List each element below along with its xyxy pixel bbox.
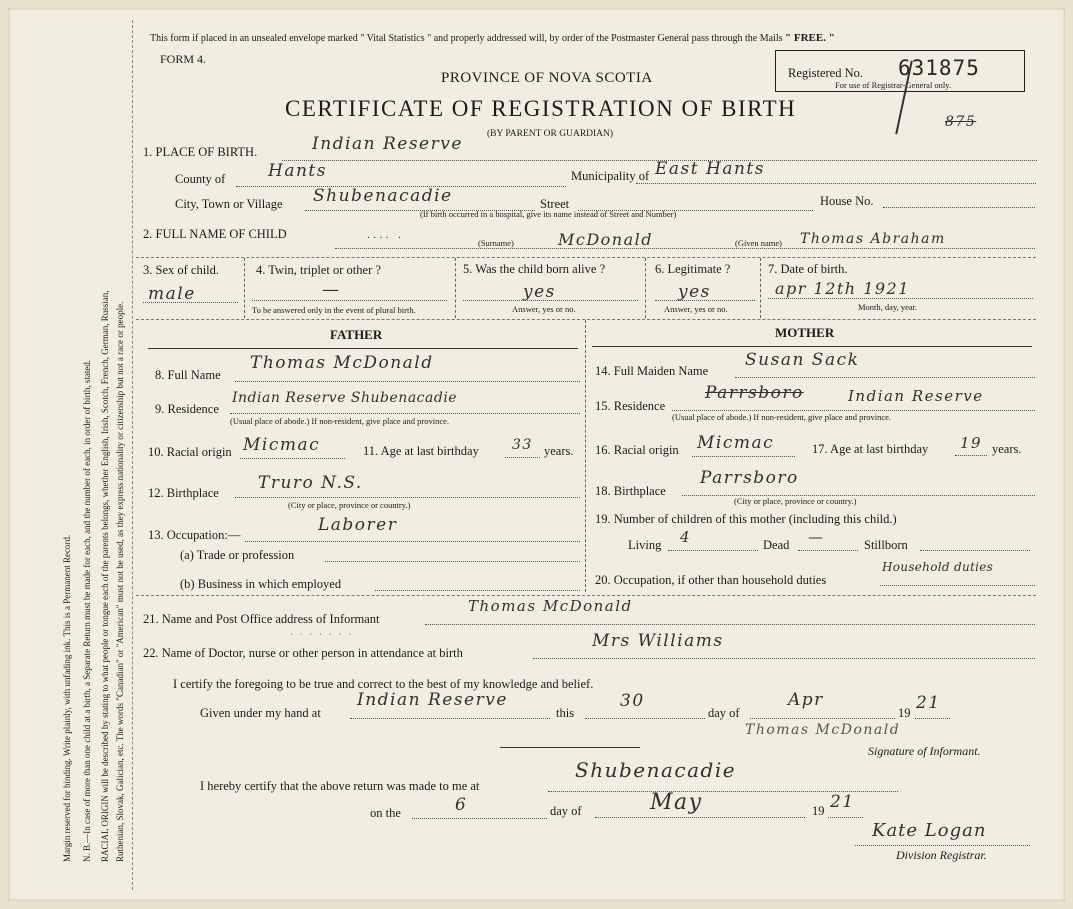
given-name-label: (Given name) <box>735 238 782 248</box>
father-name-value: Thomas McDonald <box>250 353 434 373</box>
mother-residence-value: Indian Reserve <box>848 387 984 405</box>
house-number-label: House No. <box>820 194 874 208</box>
mother-birthplace-note: (City or place, province or country.) <box>734 496 857 506</box>
father-birthplace-label: 12. Birthplace <box>148 486 219 500</box>
division-registrar-caption: Division Registrar. <box>896 848 987 862</box>
mother-name-label: 14. Full Maiden Name <box>595 364 709 378</box>
living-line <box>668 550 758 551</box>
doctor-value: Mrs Williams <box>592 631 724 651</box>
father-occupation-label: 13. Occupation:— <box>148 528 241 542</box>
registrar-general-note: For use of Registrar-General only. <box>835 80 952 90</box>
mother-residence-struck <box>705 383 804 403</box>
legitimate-label: 6. Legitimate ? <box>655 262 731 276</box>
city-label: City, Town or Village <box>175 197 283 211</box>
house-number-line <box>883 207 1035 208</box>
dead-label: Dead <box>763 538 790 552</box>
registrar-day-line <box>412 818 547 819</box>
side-note-racial-origin-1: RACIAL ORIGIN will be described by stating to what people or tongue each of the parents belongs, whether English, Irish, Scotch, French, German, Russian, <box>100 290 110 862</box>
row-divider-bottom <box>136 319 1036 320</box>
business-line <box>375 590 580 591</box>
legitimate-line <box>655 300 755 301</box>
informant-signature-caption: Signature of Informant. <box>868 744 981 758</box>
certify-year-line <box>915 718 950 719</box>
twin-label: 4. Twin, triplet or other ? <box>256 263 381 277</box>
corner-number <box>945 114 976 130</box>
stillborn-label: Stillborn <box>864 538 908 552</box>
registrar-day-value: 6 <box>455 795 468 815</box>
mother-residence-struck-text: Parrsboro <box>705 383 804 403</box>
municipality-line <box>636 183 1036 184</box>
county-label: County of <box>175 172 226 186</box>
hospital-note: (If birth occurred in a hospital, give its name instead of Street and Number) <box>420 209 677 219</box>
col-divider-3 <box>645 258 646 318</box>
children-count-label: 19. Number of children of this mother (including this child.) <box>595 512 897 526</box>
born-alive-note: Answer, yes or no. <box>512 304 576 314</box>
father-name-label: 8. Full Name <box>155 368 221 382</box>
father-birthplace-line <box>235 497 580 498</box>
informant-label: 21. Name and Post Office address of Informant <box>143 612 380 626</box>
registered-number-label: Registered No. <box>788 66 863 80</box>
certificate-title: CERTIFICATE OF REGISTRATION OF BIRTH <box>285 96 797 121</box>
doctor-faint-scribble: · · · · · · · <box>290 630 354 640</box>
this-label: this <box>556 706 575 720</box>
child-name-line <box>335 248 1035 249</box>
mother-age-label: 17. Age at last birthday <box>812 442 929 456</box>
father-birthplace-value: Truro N.S. <box>258 473 363 493</box>
father-heading-rule <box>148 348 578 349</box>
given-under-hand-label: Given under my hand at <box>200 706 321 720</box>
certify-month-line <box>750 718 895 719</box>
mother-age-value: 19 <box>960 434 983 452</box>
registrar-month-value: May <box>650 790 703 815</box>
mother-name-line <box>735 377 1035 378</box>
registrar-year-line <box>828 817 863 818</box>
county-value: Hants <box>268 161 327 181</box>
postal-notice-text: This form if placed in an unsealed envelope marked " Vital Statistics " and properly addressed will, by order of the Postmaster General pass through the Mails <box>150 33 783 44</box>
mother-residence-line <box>672 410 1035 411</box>
informant-value: Thomas McDonald <box>468 597 633 615</box>
father-age-value: 33 <box>512 437 533 453</box>
province-heading: PROVINCE OF NOVA SCOTIA <box>441 70 653 86</box>
doctor-label: 22. Name of Doctor, nurse or other person in attendance at birth <box>143 646 463 660</box>
mother-racial-value: Micmac <box>697 433 775 453</box>
surname-value: McDonald <box>558 230 654 249</box>
short-rule <box>500 747 640 748</box>
parents-divider <box>585 320 586 592</box>
given-place-value: Indian Reserve <box>357 690 508 710</box>
corner-number-text: 875 <box>945 114 977 130</box>
dead-line <box>798 550 858 551</box>
born-alive-label: 5. Was the child born alive ? <box>463 262 606 276</box>
mother-name-value: Susan Sack <box>745 350 860 370</box>
living-label: Living <box>628 538 662 552</box>
child-name-label: 2. FULL NAME OF CHILD <box>143 227 287 241</box>
on-the-label: on the <box>370 806 401 820</box>
registrar-text: I hereby certify that the above return was made to me at <box>200 779 480 793</box>
father-name-line <box>235 381 580 382</box>
father-age-label: 11. Age at last birthday <box>363 444 479 458</box>
date-of-birth-value: apr 12th 1921 <box>775 279 910 298</box>
side-note-racial-origin-2: Ruthenian, Slovak, Galician, etc. The words "Canadian" or "American" must not be used, as they express nationality or citizenship but not a race or people. <box>115 301 125 862</box>
father-age-line <box>505 457 540 458</box>
surname-label: (Surname) <box>478 238 514 248</box>
mother-heading: MOTHER <box>775 325 835 340</box>
postal-notice-free: " FREE. " <box>785 32 835 44</box>
father-occupation-value: Laborer <box>318 515 398 535</box>
postal-notice <box>150 32 835 44</box>
binding-margin-line <box>132 20 133 890</box>
father-years: years. <box>544 444 574 458</box>
col-divider-2 <box>455 258 456 318</box>
mother-years: years. <box>992 442 1022 456</box>
mother-occupation-label: 20. Occupation, if other than household duties <box>595 573 827 587</box>
father-residence-label: 9. Residence <box>155 402 219 416</box>
registrar-year-prefix: 19 <box>812 804 825 818</box>
father-heading: FATHER <box>330 327 383 342</box>
born-alive-value: yes <box>523 282 556 302</box>
city-value: Shubenacadie <box>313 186 453 206</box>
side-note-binding: Margin reserved for binding. Write plainly, with unfading ink. This is a Permanent Record. <box>62 534 72 862</box>
mother-racial-line <box>692 456 795 457</box>
registered-number-value: 631875 <box>898 56 980 80</box>
father-racial-label: 10. Racial origin <box>148 445 232 459</box>
born-alive-line <box>463 300 638 301</box>
sex-label: 3. Sex of child. <box>143 263 220 277</box>
certify-text: I certify the foregoing to be true and correct to the best of my knowledge and belief. <box>173 677 594 691</box>
col-divider-4 <box>760 258 761 318</box>
certificate-subtitle: (BY PARENT OR GUARDIAN) <box>487 129 614 139</box>
dead-value: — <box>808 528 825 546</box>
place-of-birth-value: Indian Reserve <box>312 134 463 154</box>
date-of-birth-note: Month, day, year. <box>858 302 918 312</box>
certify-day-of-label: day of <box>708 706 740 720</box>
date-of-birth-label: 7. Date of birth. <box>768 262 848 276</box>
father-occupation-line <box>245 541 580 542</box>
twin-note: To be answered only in the event of plural birth. <box>252 305 416 315</box>
registrar-place-value: Shubenacadie <box>575 758 737 782</box>
stillborn-line <box>920 550 1030 551</box>
father-residence-line <box>230 413 580 414</box>
municipality-value: East Hants <box>655 159 765 179</box>
living-value: 4 <box>680 528 692 546</box>
legitimate-value: yes <box>678 282 711 302</box>
mother-residence-note: (Usual place of abode.) If non-resident, give place and province. <box>672 412 892 422</box>
form-number: FORM 4. <box>160 52 207 66</box>
registrar-signature: Kate Logan <box>872 820 987 841</box>
municipality-label: Municipality of <box>571 169 650 183</box>
mother-birthplace-value: Parrsboro <box>700 468 799 488</box>
col-divider-1 <box>244 258 245 318</box>
certify-day-value: 30 <box>620 691 645 711</box>
parents-bottom-divider <box>136 595 1036 596</box>
given-name-value: Thomas Abraham <box>800 231 946 247</box>
twin-line <box>252 300 447 301</box>
trade-line <box>325 561 580 562</box>
mother-residence-label: 15. Residence <box>595 399 666 413</box>
mother-age-line <box>955 455 987 456</box>
mother-heading-rule <box>592 346 1032 347</box>
father-residence-note: (Usual place of abode.) If non-resident, give place and province. <box>230 416 450 426</box>
twin-value: — <box>322 280 341 300</box>
trade-label: (a) Trade or profession <box>180 548 295 562</box>
certify-month-value: Apr <box>788 690 824 710</box>
row-divider-top <box>136 257 1036 258</box>
street-label: Street <box>540 197 570 211</box>
side-note-multiple-births: N. B.—In case of more than one child at a birth, a Separate Return must be made for each, and the number of each, in order of birth, stated. <box>82 359 92 862</box>
date-of-birth-line <box>768 298 1033 299</box>
mother-birthplace-label: 18. Birthplace <box>595 484 666 498</box>
informant-line <box>425 624 1035 625</box>
child-name-scribble: ···· · <box>367 233 405 244</box>
mother-occupation-value: Household duties <box>882 560 994 574</box>
father-birthplace-note: (City or place, province or country.) <box>288 500 411 510</box>
registrar-year-value: 21 <box>830 792 855 812</box>
legitimate-note: Answer, yes or no. <box>664 304 728 314</box>
certify-year-value: 21 <box>916 693 941 713</box>
given-place-line <box>350 718 550 719</box>
sex-line <box>143 302 238 303</box>
registrar-day-of-label: day of <box>550 804 582 818</box>
certify-day-line <box>585 718 705 719</box>
sex-value: male <box>148 284 196 304</box>
business-label: (b) Business in which employed <box>180 577 342 591</box>
registrar-signature-line <box>855 845 1030 846</box>
informant-signature: Thomas McDonald <box>745 722 901 738</box>
doctor-line <box>533 658 1035 659</box>
father-racial-line <box>240 458 345 459</box>
father-racial-value: Micmac <box>243 435 321 455</box>
certify-year-prefix: 19 <box>898 706 911 720</box>
place-of-birth-label: 1. PLACE OF BIRTH. <box>143 145 258 159</box>
registrar-month-line <box>595 817 805 818</box>
father-residence-value: Indian Reserve Shubenacadie <box>232 390 458 406</box>
mother-racial-label: 16. Racial origin <box>595 443 679 457</box>
mother-occupation-line <box>880 585 1035 586</box>
